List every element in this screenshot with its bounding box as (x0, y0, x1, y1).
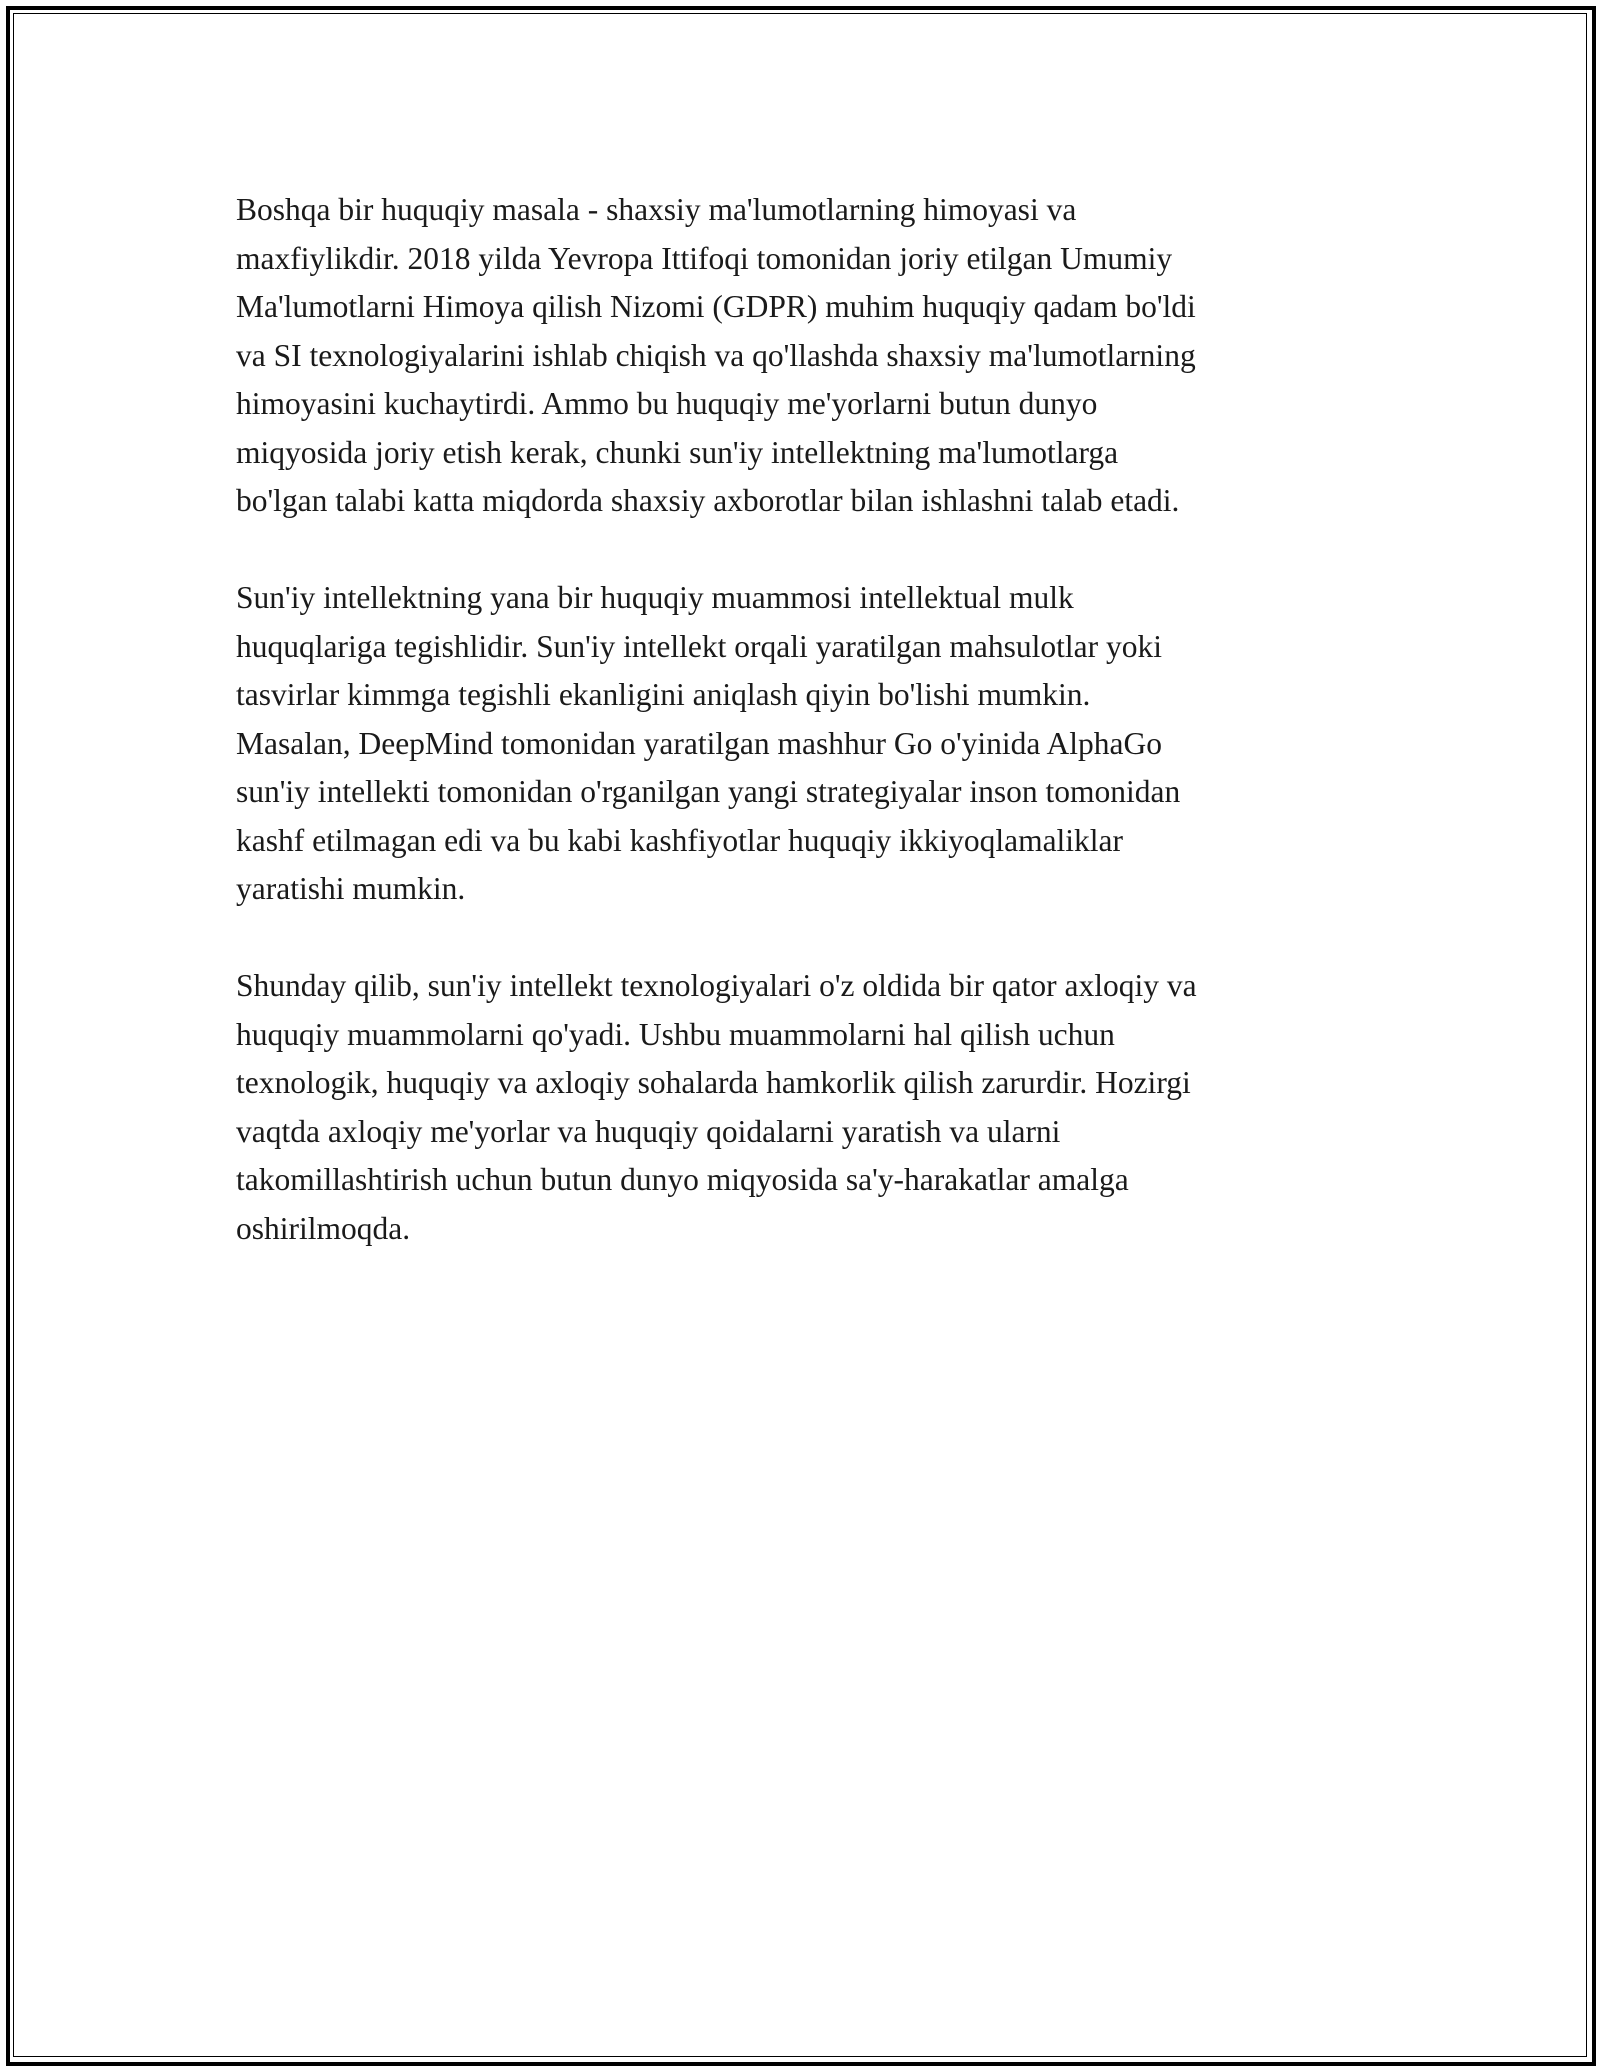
text-line: huquqlariga tegishlidir. Sun'iy intellekt orqali yaratilgan mahsulotlar yoki (236, 628, 1163, 664)
text-line: Ma'lumotlarni Himoya qilish Nizomi (GDPR) muhim huquqiy qadam bo'ldi (236, 289, 1196, 324)
paragraph-1 (236, 186, 1366, 526)
text-line: huquqiy muammolarni qo'yadi. Ushbu muammolarni hal qilish uchun (236, 1016, 1115, 1052)
text-line: Masalan, DeepMind tomonidan yaratilgan mashhur Go o'yinida AlphaGo (236, 725, 1162, 761)
text-line: miqyosida joriy etish kerak, chunki sun'iy intellektning ma'lumotlarga (236, 434, 1119, 470)
text-line: tasvirlar kimmga tegishli ekanligini aniqlash qiyin bo'lishi mumkin. (236, 677, 1091, 712)
text-line: kashf etilmagan edi va bu kabi kashfiyotlar huquqiy ikkiyoqlamaliklar (236, 822, 1124, 858)
text-line: himoyasini kuchaytirdi. Ammo bu huquqiy me'yorlarni butun dunyo (236, 386, 1098, 421)
text-line: takomillashtirish uchun butun dunyo miqyosida sa'y-harakatlar amalga (236, 1162, 1129, 1197)
text-line: yaratishi mumkin. (236, 871, 466, 906)
text-line: bo'lgan talabi katta miqdorda shaxsiy axborotlar bilan ishlashni talab etadi. (236, 483, 1180, 518)
text-line: Sun'iy intellektning yana bir huquqiy muammosi intellektual mulk (236, 580, 1074, 615)
text-line: texnologik, huquqiy va axloqiy sohalarda hamkorlik qilish zarurdir. Hozirgi (236, 1065, 1191, 1100)
text-line: sun'iy intellekti tomonidan o'rganilgan yangi strategiyalar inson tomonidan (236, 774, 1181, 809)
text-line: Shunday qilib, sun'iy intellekt texnologiyalari o'z oldida bir qator axloqiy va (236, 968, 1197, 1003)
document-body (236, 186, 1366, 1302)
text-line: maxfiylikdir. 2018 yilda Yevropa Ittifoqi tomonidan joriy etilgan Umumiy (236, 240, 1173, 276)
text-line: va SI texnologiyalarini ishlab chiqish va qo'llashda shaxsiy ma'lumotlarning (236, 337, 1196, 373)
text-line: oshirilmoqda. (236, 1210, 411, 1246)
text-line: Boshqa bir huquqiy masala - shaxsiy ma'lumotlarning himoyasi va (236, 192, 1077, 227)
text-line: vaqtda axloqiy me'yorlar va huquqiy qoidalarni yaratish va ularni (236, 1113, 1061, 1149)
paragraph-3 (236, 962, 1366, 1253)
paragraph-2 (236, 574, 1366, 914)
